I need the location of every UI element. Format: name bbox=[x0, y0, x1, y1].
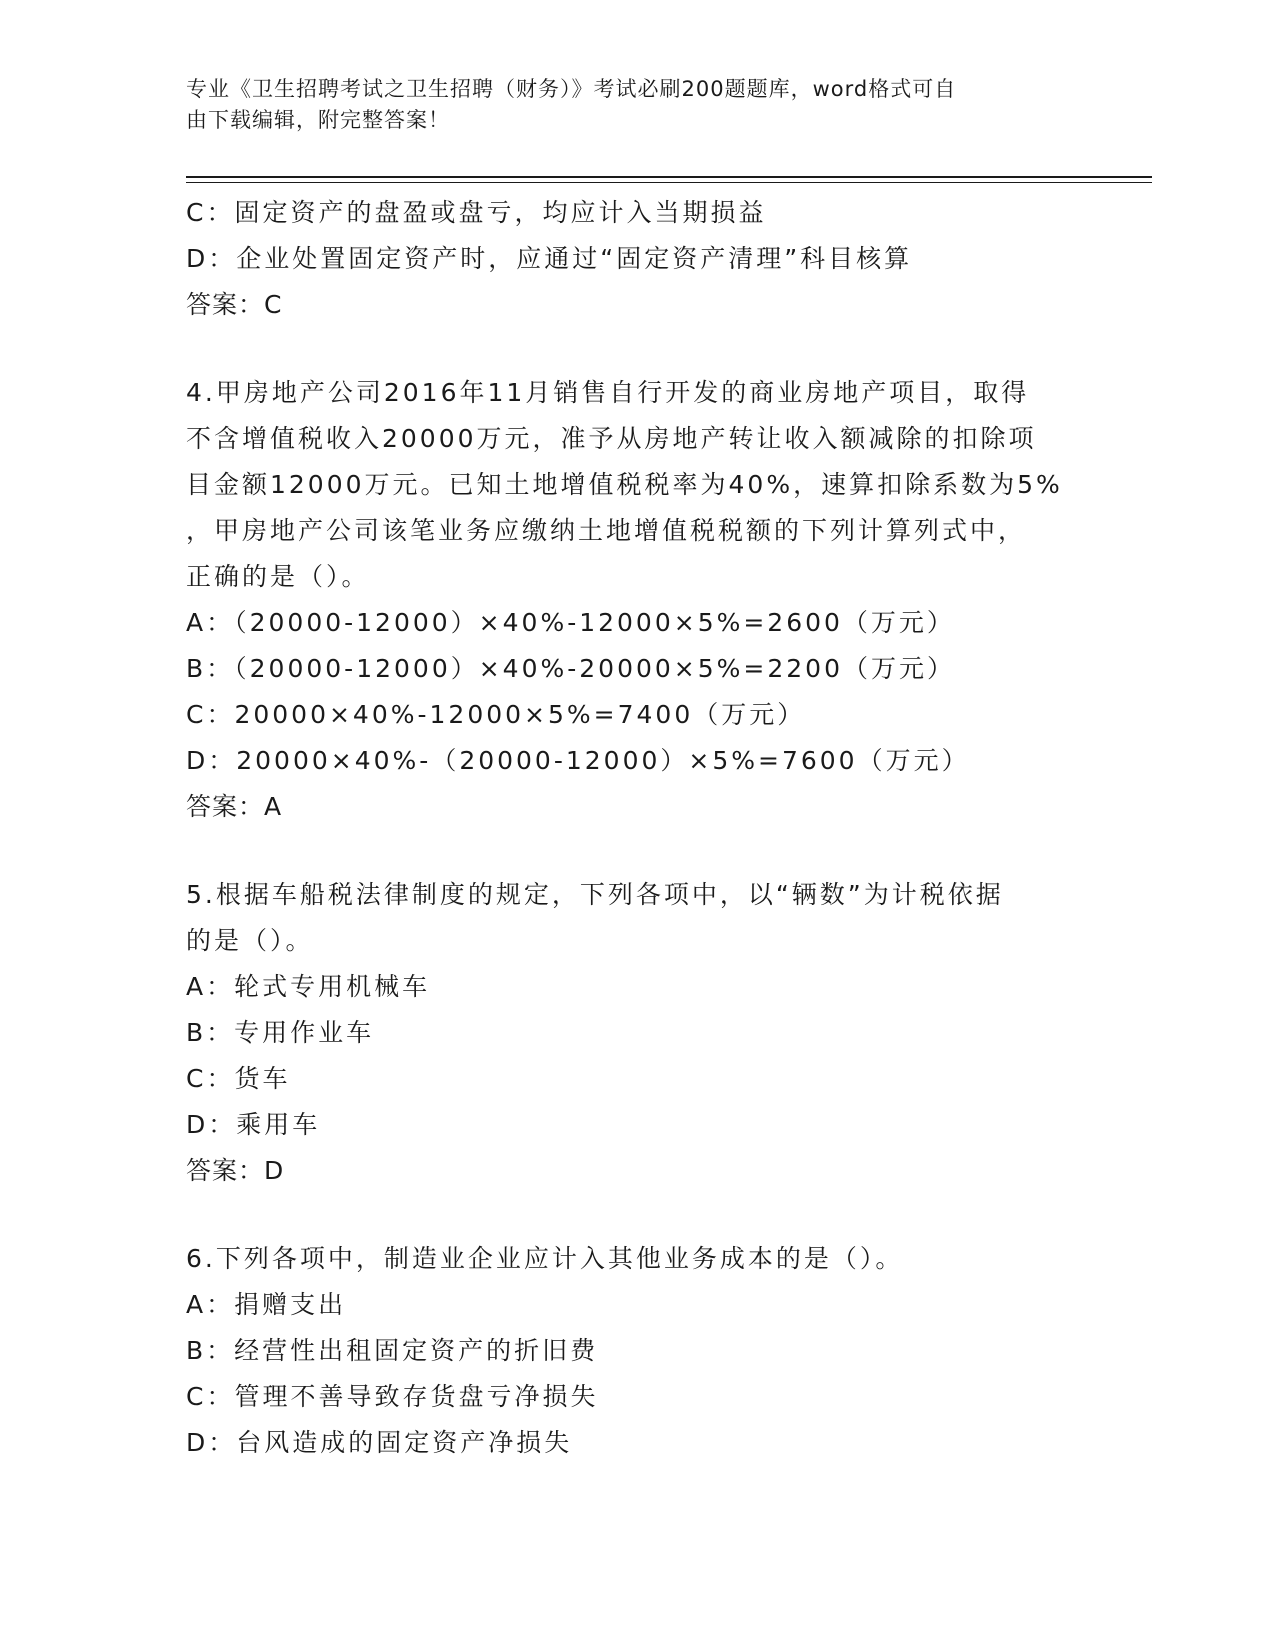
question-4 bbox=[186, 370, 1086, 830]
q5-option-d: D：乘用车 bbox=[186, 1110, 321, 1139]
question-content bbox=[186, 190, 1086, 1466]
question-3 bbox=[186, 190, 1086, 328]
q4-stem-line: 4.甲房地产公司2016年11月销售自行开发的商业房地产项目，取得 bbox=[186, 378, 1030, 407]
header-title-line-2: 由下载编辑，附完整答案！ bbox=[186, 108, 450, 132]
q4-option-a: A：（20000-12000）×40%-12000×5%=2600（万元） bbox=[186, 608, 955, 637]
page-header bbox=[186, 74, 1056, 136]
q5-answer: 答案：D bbox=[186, 1156, 285, 1185]
q4-stem-line: 目金额12000万元。已知土地增值税税率为40%，速算扣除系数为5% bbox=[186, 470, 1063, 499]
q4-stem-line: 正确的是（）。 bbox=[186, 562, 370, 591]
q6-option-b: B：经营性出租固定资产的折旧费 bbox=[186, 1336, 599, 1365]
q5-option-b: B：专用作业车 bbox=[186, 1018, 375, 1047]
header-title-line-1: 专业《卫生招聘考试之卫生招聘（财务）》考试必刷200题题库，word格式可自 bbox=[186, 77, 957, 101]
q3-option-d: D：企业处置固定资产时，应通过“固定资产清理”科目核算 bbox=[186, 244, 913, 273]
q5-option-c: C：货车 bbox=[186, 1064, 291, 1093]
q4-option-d: D：20000×40%-（20000-12000）×5%=7600（万元） bbox=[186, 746, 970, 775]
q3-answer: 答案：C bbox=[186, 290, 283, 319]
header-divider-thin bbox=[186, 182, 1152, 183]
q4-stem-line: 不含增值税收入20000万元，准予从房地产转让收入额减除的扣除项 bbox=[186, 424, 1037, 453]
q6-stem-line: 6.下列各项中，制造业企业应计入其他业务成本的是（）。 bbox=[186, 1244, 904, 1273]
header-divider-thick bbox=[186, 176, 1152, 178]
spacer bbox=[186, 328, 1086, 370]
spacer bbox=[186, 1194, 1086, 1236]
q6-option-c: C：管理不善导致存货盘亏净损失 bbox=[186, 1382, 599, 1411]
q5-option-a: A：轮式专用机械车 bbox=[186, 972, 431, 1001]
q3-option-c: C：固定资产的盘盈或盘亏，均应计入当期损益 bbox=[186, 198, 767, 227]
q5-stem-line: 的是（）。 bbox=[186, 926, 314, 955]
q6-option-d: D：台风造成的固定资产净损失 bbox=[186, 1428, 573, 1457]
q4-option-b: B：（20000-12000）×40%-20000×5%=2200（万元） bbox=[186, 654, 955, 683]
q4-option-c: C：20000×40%-12000×5%=7400（万元） bbox=[186, 700, 806, 729]
question-5 bbox=[186, 872, 1086, 1194]
q4-stem-line: ，甲房地产公司该笔业务应缴纳土地增值税税额的下列计算列式中， bbox=[186, 516, 1027, 545]
question-6 bbox=[186, 1236, 1086, 1466]
q6-option-a: A：捐赠支出 bbox=[186, 1290, 347, 1319]
q5-stem-line: 5.根据车船税法律制度的规定，下列各项中，以“辆数”为计税依据 bbox=[186, 880, 1004, 909]
spacer bbox=[186, 830, 1086, 872]
q4-answer: 答案：A bbox=[186, 792, 283, 821]
